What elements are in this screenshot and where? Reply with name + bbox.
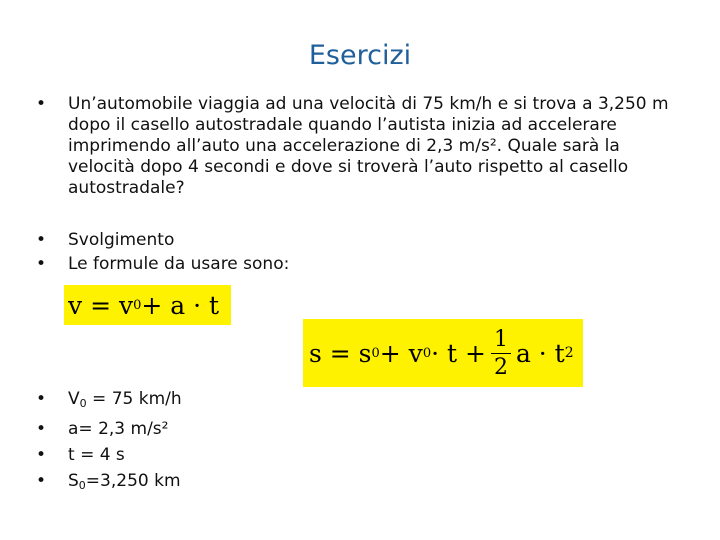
bullet-icon: • — [36, 389, 47, 409]
formula-subscript: 0 — [371, 345, 380, 361]
data-list — [36, 388, 336, 500]
v0-subscript: 0 — [79, 397, 87, 410]
v0-label: V — [68, 389, 80, 409]
v0-value: = 75 km/h — [86, 389, 182, 409]
formula-part: s = s — [309, 338, 372, 368]
bullet-icon: • — [36, 471, 47, 491]
problem-bullet — [36, 94, 676, 199]
list-item — [36, 470, 336, 497]
t-value: t = 4 s — [68, 445, 125, 465]
s0-subscript: 0 — [78, 479, 86, 492]
svolgimento-label: Svolgimento — [68, 230, 175, 250]
list-item — [36, 418, 336, 441]
formule-label: Le formule da usare sono: — [68, 254, 290, 274]
formula-part: + v — [379, 338, 423, 368]
list-item — [36, 388, 336, 415]
formula-subscript: 0 — [422, 345, 432, 361]
list-item — [36, 230, 676, 251]
problem-text: Un’automobile viaggia ad una velocità di 75 km/h e si trova a 3,250 m dopo il casello autostradale quando l’autista inizia ad accelerare imprimendo all’auto una accelerazione di 2,3 m/s². Quale sarà la velocità dopo 4 secondi e dove si troverà l’auto rispetto al casello autostradale? — [68, 94, 669, 198]
formula-part: v = v — [68, 290, 134, 320]
bullet-icon: • — [36, 419, 47, 439]
formula-part: a · t — [515, 338, 565, 368]
velocity-formula — [64, 285, 231, 325]
fraction-denominator: 2 — [493, 354, 508, 380]
formula-subscript: 0 — [133, 297, 142, 313]
list-item — [36, 444, 336, 467]
formula-exponent: 2 — [564, 345, 574, 361]
s0-label: S — [68, 471, 79, 491]
bullet-icon: • — [36, 254, 47, 274]
section-list — [36, 230, 676, 278]
formula-part: · t + — [431, 338, 486, 368]
position-formula — [303, 319, 583, 387]
bullet-icon: • — [36, 94, 47, 114]
s0-value: =3,250 km — [85, 471, 181, 491]
a-value: a= 2,3 m/s² — [68, 419, 169, 439]
problem-statement — [36, 94, 676, 199]
list-item — [36, 254, 676, 275]
bullet-icon: • — [36, 445, 47, 465]
fraction-numerator: 1 — [491, 326, 511, 354]
formula-part: + a · t — [141, 290, 220, 320]
slide-title: Esercizi — [308, 40, 412, 71]
fraction — [491, 326, 511, 381]
bullet-icon: • — [36, 230, 47, 250]
